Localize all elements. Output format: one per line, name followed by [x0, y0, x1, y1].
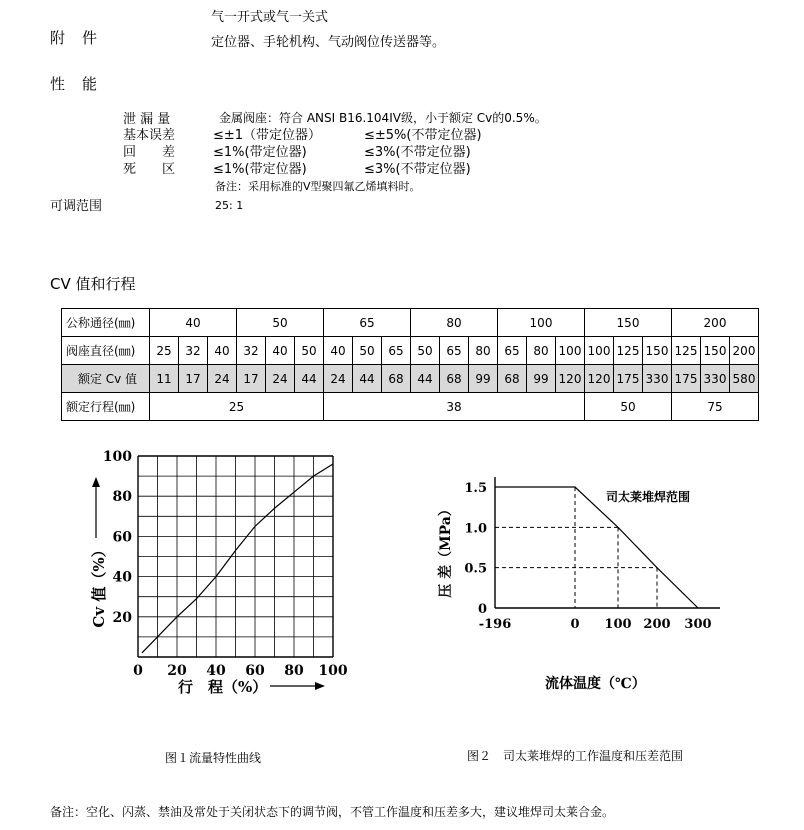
- performance-label: 性 能: [50, 75, 99, 93]
- chart1-y-tick-label: 20: [112, 609, 132, 626]
- accessories-value: 定位器、手轮机构、气动阀位传送器等。: [211, 35, 446, 50]
- leakage-value: 金属阀座：符合 ANSI B16.104IV级，小于额定 Cv的0.5%。: [219, 111, 547, 125]
- table-cell: 150: [701, 337, 730, 365]
- table-cell: 120: [585, 365, 614, 393]
- rated-stroke-row: [62, 393, 759, 421]
- table-cell: 150: [643, 337, 672, 365]
- nominal-size-row: [62, 309, 759, 337]
- table-cell: 50: [411, 337, 440, 365]
- table-cell: 40: [324, 337, 353, 365]
- chart2-y-tick-labels: [464, 481, 487, 617]
- leakage-label: 泄 漏 量: [123, 112, 171, 127]
- table-cell: 125: [614, 337, 643, 365]
- cv-section-title: CV 值和行程: [50, 275, 136, 293]
- table-cell: 50: [353, 337, 382, 365]
- chart2-boundary-line: [495, 487, 698, 608]
- table-cell: 99: [527, 365, 556, 393]
- chart2-x-tick-label: 300: [684, 617, 712, 632]
- dead-band-label: 死 区: [123, 162, 176, 177]
- chart1-y-tick-label: 100: [102, 449, 132, 465]
- table-cell: 25: [150, 337, 179, 365]
- opening-mode-text: 气一开式或气一关式: [211, 10, 329, 25]
- table-cell: 11: [150, 365, 179, 393]
- chart2-x-axis-label: 流体温度（℃）: [545, 676, 646, 692]
- chart2-y-tick-label: 0: [477, 602, 487, 617]
- table-cell: 120: [556, 365, 585, 393]
- chart1-x-tick-label: 60: [245, 663, 265, 679]
- flow-characteristic-chart: [80, 440, 370, 705]
- table-cell: 40: [208, 337, 237, 365]
- chart2-x-tick-label: -196: [478, 617, 512, 632]
- chart2-y-tick-label: 0.5: [464, 561, 487, 577]
- table-cell: 580: [730, 365, 759, 393]
- table-cell: 32: [179, 337, 208, 365]
- table-cell: 65: [382, 337, 411, 365]
- cv-stroke-table: [61, 308, 759, 421]
- chart1-x-tick-label: 0: [133, 663, 143, 679]
- footer-note: 备注：空化、闪蒸、禁油及常处于关闭状态下的调节阀，不管工作温度和压差多大，建议堆焊司太莱合金。: [50, 805, 615, 819]
- table-cell: 68: [440, 365, 469, 393]
- chart1-x-axis-label: 行 程（%）: [178, 678, 268, 696]
- chart1-x-tick-label: 80: [284, 663, 304, 679]
- chart2-x-tick-label: 100: [604, 617, 632, 632]
- chart1-x-tick-label: 20: [167, 663, 187, 679]
- chart1-x-tick-label: 100: [318, 663, 348, 679]
- stellite-range-chart: [430, 460, 730, 700]
- packing-note: 备注：采用标准的V型聚四氟乙烯填料时。: [215, 180, 421, 193]
- table-cell: 50: [585, 393, 672, 421]
- table-cell: 65: [440, 337, 469, 365]
- rated-stroke-label: 额定行程(㎜): [62, 393, 150, 421]
- table-cell: 80: [411, 309, 498, 337]
- dead-band-without-positioner: ≤3%(不带定位器): [364, 162, 471, 177]
- rated-cv-row: [62, 365, 759, 393]
- chart1-y-arrow-head: [92, 477, 100, 487]
- table-cell: 100: [498, 309, 585, 337]
- table-cell: 175: [614, 365, 643, 393]
- table-cell: 65: [324, 309, 411, 337]
- seat-diameter-label: 阀座直径(㎜): [62, 337, 150, 365]
- dead-band-with-positioner: ≤1%(带定位器): [213, 162, 307, 177]
- table-cell: 44: [353, 365, 382, 393]
- basic-error-with-positioner: ≤±1（带定位器）: [213, 128, 322, 143]
- table-cell: 24: [208, 365, 237, 393]
- table-cell: 68: [498, 365, 527, 393]
- accessories-label: 附 件: [50, 29, 99, 47]
- table-cell: 40: [150, 309, 237, 337]
- chart1-series-line: [142, 464, 333, 653]
- table-cell: 40: [266, 337, 295, 365]
- chart2-reference-lines: [495, 487, 657, 608]
- table-cell: 99: [469, 365, 498, 393]
- chart1-x-tick-label: 40: [206, 663, 226, 679]
- table-cell: 330: [701, 365, 730, 393]
- table-cell: 24: [266, 365, 295, 393]
- hysteresis-with-positioner: ≤1%(带定位器): [213, 145, 307, 160]
- figure2-caption: 图２ 司太莱堆焊的工作温度和压差范围: [467, 749, 684, 763]
- chart2-annotation: 司太莱堆焊范围: [606, 490, 691, 504]
- table-cell: 200: [730, 337, 759, 365]
- chart1-x-tick-labels: [133, 663, 348, 679]
- table-cell: 75: [672, 393, 759, 421]
- table-cell: 330: [643, 365, 672, 393]
- table-cell: 50: [237, 309, 324, 337]
- table-cell: 38: [324, 393, 585, 421]
- chart1-x-arrow-head: [315, 682, 325, 690]
- rated-cv-label: 额定 Cv 值: [62, 365, 150, 393]
- chart2-y-tick-label: 1.5: [464, 481, 487, 496]
- figure1-caption: 图１流量特性曲线: [165, 751, 262, 765]
- chart1-y-tick-label: 80: [112, 489, 132, 506]
- chart2-x-tick-label: 200: [643, 617, 671, 632]
- table-cell: 80: [527, 337, 556, 365]
- chart2-x-tick-label: 0: [570, 617, 580, 632]
- table-cell: 100: [585, 337, 614, 365]
- rangeability-value: 25: 1: [215, 199, 244, 212]
- table-cell: 50: [295, 337, 324, 365]
- table-cell: 150: [585, 309, 672, 337]
- table-cell: 80: [469, 337, 498, 365]
- chart1-y-tick-label: 60: [112, 529, 132, 546]
- table-cell: 44: [295, 365, 324, 393]
- seat-diameter-row: [62, 337, 759, 365]
- table-cell: 100: [556, 337, 585, 365]
- basic-error-label: 基本误差: [123, 128, 176, 143]
- table-cell: 24: [324, 365, 353, 393]
- table-cell: 17: [179, 365, 208, 393]
- hysteresis-without-positioner: ≤3%(不带定位器): [364, 145, 471, 160]
- chart2-y-tick-label: 1.0: [464, 521, 487, 537]
- nominal-size-label: 公称通径(㎜): [62, 309, 150, 337]
- table-cell: 32: [237, 337, 266, 365]
- chart2-x-tick-labels: [479, 617, 712, 632]
- table-cell: 65: [498, 337, 527, 365]
- chart1-y-axis-label: Cv 值（%）: [90, 542, 108, 628]
- table-cell: 175: [672, 365, 701, 393]
- table-cell: 68: [382, 365, 411, 393]
- table-cell: 125: [672, 337, 701, 365]
- hysteresis-label: 回 差: [123, 145, 176, 160]
- chart2-y-axis-label: 压 差（MPa）: [438, 502, 454, 598]
- basic-error-without-positioner: ≤±5%(不带定位器): [364, 128, 482, 143]
- rangeability-label: 可调范围: [50, 199, 103, 214]
- chart1-y-tick-label: 40: [112, 569, 132, 586]
- table-cell: 17: [237, 365, 266, 393]
- table-cell: 200: [672, 309, 759, 337]
- table-cell: 25: [150, 393, 324, 421]
- table-cell: 44: [411, 365, 440, 393]
